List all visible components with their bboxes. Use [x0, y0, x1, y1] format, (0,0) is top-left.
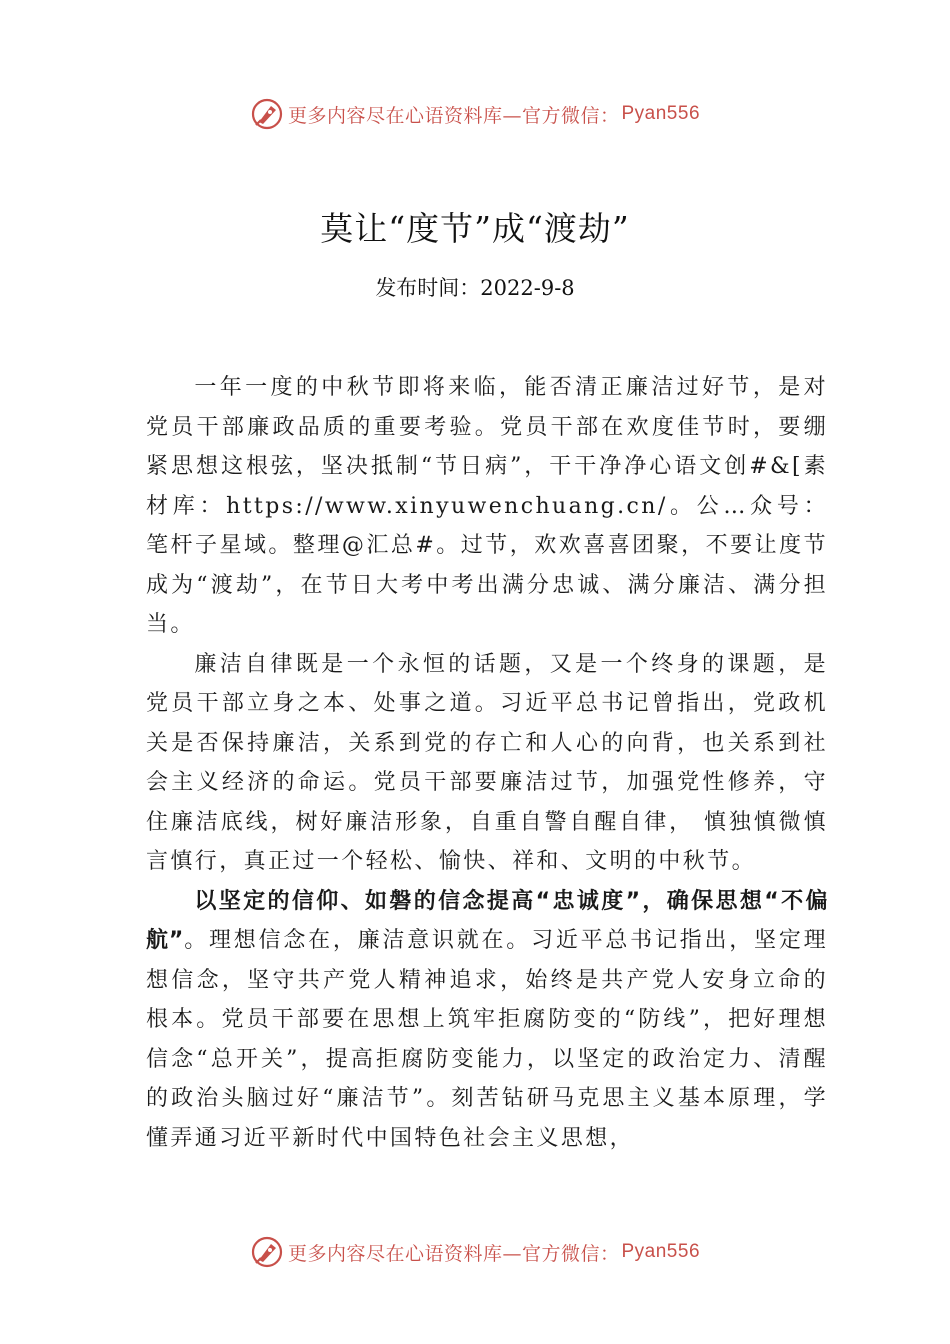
- paragraph-text: 一年一度的中秋节即将来临，能否清正廉洁过好节，是对党员干部廉政品质的重要考验。党员干部在欢度佳节时，要绷紧思想这根弦，坚决抵制“节日病”，干干净净心语文创#&[素材库：https://www.xinyuwenchuang.cn/。公…众号：笔杆子星域。整理@汇总#。过节，欢欢喜喜团聚，不要让度节成为“渡劫”，在节日大考中考出满分忠诚、满分廉洁、满分担当。: [146, 375, 828, 637]
- pen-nib-logo-icon: [250, 97, 284, 131]
- paragraph-text: 廉洁自律既是一个永恒的话题，又是一个终身的课题，是党员干部立身之本、处事之道。习近平总书记曾指出，党政机关是否保持廉洁，关系到党的存亡和人心的向背，也关系到社会主义经济的命运。党员干部要廉洁过节，加强党性修养，守住廉洁底线，树好廉洁形象，自重自警自醒自律， 慎独慎微慎言慎行，真正过一个轻松、愉快、祥和、文明的中秋节。: [146, 651, 828, 874]
- publish-date: 发布时间：2022-9-8: [375, 276, 575, 300]
- paragraph-lead: 以坚定的信仰、如磐的信念提高“忠诚度”，确保思想“不偏航”: [146, 888, 828, 953]
- paragraph-text: 。理想信念在，廉洁意识就在。习近平总书记指出，坚定理想信念，坚守共产党人精神追求，始终是共产党人安身立命的根本。党员干部要在思想上筑牢拒腐防变的“防线”，把好理想信念“总开关”，提高拒腐防变能力，以坚定的政治定力、清醒的政治头脑过好“廉洁节”。刻苦钻研马克思主义基本原理，学懂弄通习近平新时代中国特色社会主义思想，: [146, 928, 828, 1151]
- banner-text: 更多内容尽在心语资料库—官方微信：: [287, 1242, 620, 1265]
- pen-nib-logo-icon: [250, 1235, 284, 1269]
- banner-text: 更多内容尽在心语资料库—官方微信：: [287, 104, 620, 127]
- paragraph: [146, 882, 828, 1159]
- article-body: [146, 368, 828, 1158]
- paragraph: [146, 645, 828, 882]
- footer-banner: [0, 1232, 950, 1272]
- header-banner: [0, 94, 950, 134]
- paragraph: [146, 368, 828, 645]
- banner-wechat-id: Pyan556: [621, 1241, 701, 1262]
- article-title: 莫让“度节”成“渡劫”: [320, 209, 630, 248]
- banner-wechat-id: Pyan556: [621, 103, 701, 124]
